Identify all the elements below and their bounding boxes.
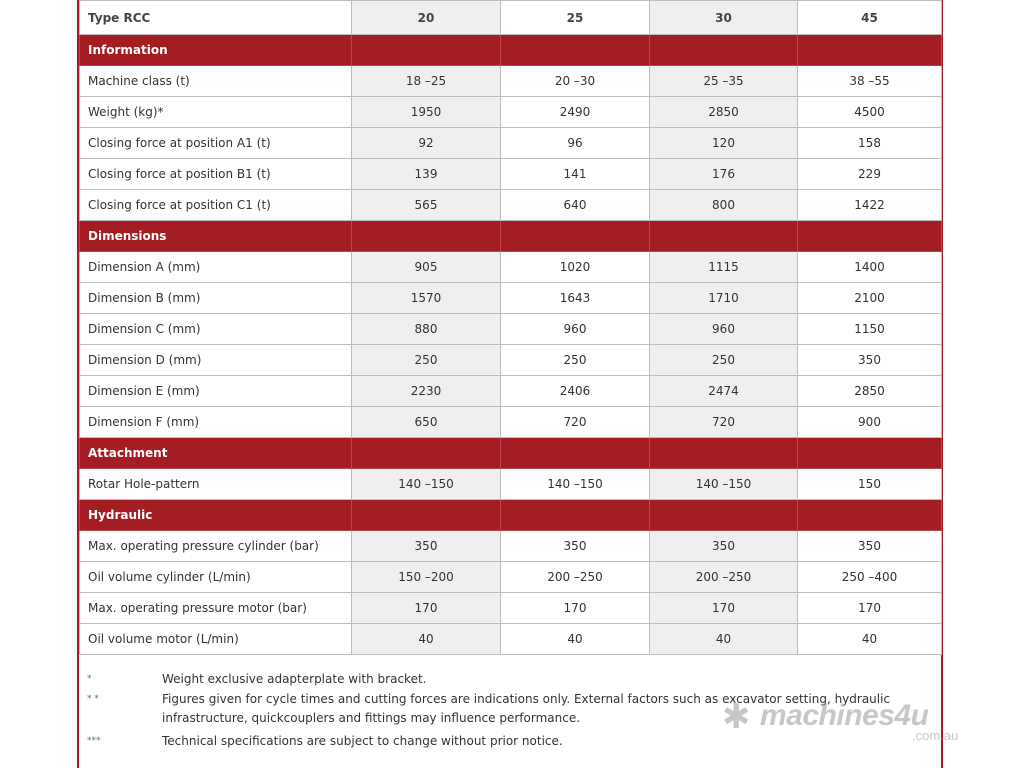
row-label: Oil volume motor (L/min) (80, 624, 352, 655)
section-header-row (80, 438, 942, 469)
table-row (80, 66, 942, 97)
value-cell: 2850 (650, 97, 798, 128)
row-label: Closing force at position B1 (t) (80, 159, 352, 190)
section-title: Hydraulic (80, 500, 352, 531)
row-label: Dimension D (mm) (80, 345, 352, 376)
value-cell: 139 (352, 159, 501, 190)
value-cell: 960 (650, 314, 798, 345)
value-cell: 880 (352, 314, 501, 345)
value-cell: 141 (501, 159, 650, 190)
value-cell: 2100 (798, 283, 942, 314)
table-row (80, 314, 942, 345)
watermark-brand: machines4u (760, 699, 929, 732)
value-cell: 250 (650, 345, 798, 376)
value-cell: 1150 (798, 314, 942, 345)
value-cell: 140 –150 (501, 469, 650, 500)
value-cell: 350 (352, 531, 501, 562)
value-cell: 250 (501, 345, 650, 376)
row-label: Dimension B (mm) (80, 283, 352, 314)
value-cell: 250 (352, 345, 501, 376)
value-cell: 170 (650, 593, 798, 624)
value-cell: 960 (501, 314, 650, 345)
value-cell: 170 (352, 593, 501, 624)
section-filler-cell (650, 35, 798, 66)
row-label: Oil volume cylinder (L/min) (80, 562, 352, 593)
row-label: Dimension C (mm) (80, 314, 352, 345)
value-cell: 229 (798, 159, 942, 190)
section-filler-cell (501, 35, 650, 66)
value-cell: 2850 (798, 376, 942, 407)
row-label: Max. operating pressure motor (bar) (80, 593, 352, 624)
section-filler-cell (650, 500, 798, 531)
value-cell: 350 (798, 531, 942, 562)
value-cell: 1020 (501, 252, 650, 283)
row-label: Dimension A (mm) (80, 252, 352, 283)
value-cell: 4500 (798, 97, 942, 128)
table-row (80, 190, 942, 221)
table-row (80, 283, 942, 314)
snowflake-logo-icon: ✱ (722, 697, 751, 737)
value-cell: 40 (352, 624, 501, 655)
header-model-cell: 25 (501, 1, 650, 35)
section-filler-cell (352, 35, 501, 66)
section-header-row (80, 500, 942, 531)
value-cell: 640 (501, 190, 650, 221)
value-cell: 1422 (798, 190, 942, 221)
value-cell: 1400 (798, 252, 942, 283)
value-cell: 200 –250 (650, 562, 798, 593)
table-row (80, 531, 942, 562)
value-cell: 2230 (352, 376, 501, 407)
value-cell: 1643 (501, 283, 650, 314)
table-row (80, 562, 942, 593)
header-type-label: Type RCC (80, 1, 352, 35)
value-cell: 92 (352, 128, 501, 159)
header-model-cell: 45 (798, 1, 942, 35)
table-row (80, 345, 942, 376)
value-cell: 176 (650, 159, 798, 190)
section-filler-cell (798, 500, 942, 531)
value-cell: 200 –250 (501, 562, 650, 593)
section-filler-cell (650, 221, 798, 252)
value-cell: 900 (798, 407, 942, 438)
section-filler-cell (798, 438, 942, 469)
value-cell: 140 –150 (650, 469, 798, 500)
table-row (80, 376, 942, 407)
section-filler-cell (352, 438, 501, 469)
section-title: Attachment (80, 438, 352, 469)
value-cell: 40 (798, 624, 942, 655)
value-cell: 250 –400 (798, 562, 942, 593)
row-label: Weight (kg)* (80, 97, 352, 128)
value-cell: 720 (650, 407, 798, 438)
value-cell: 905 (352, 252, 501, 283)
table-row (80, 469, 942, 500)
section-filler-cell (501, 500, 650, 531)
value-cell: 140 –150 (352, 469, 501, 500)
section-title: Information (80, 35, 352, 66)
value-cell: 150 –200 (352, 562, 501, 593)
row-label: Machine class (t) (80, 66, 352, 97)
value-cell: 2406 (501, 376, 650, 407)
table-row (80, 159, 942, 190)
value-cell: 350 (501, 531, 650, 562)
row-label: Max. operating pressure cylinder (bar) (80, 531, 352, 562)
row-label: Closing force at position A1 (t) (80, 128, 352, 159)
section-filler-cell (501, 221, 650, 252)
header-model-cell: 20 (352, 1, 501, 35)
value-cell: 96 (501, 128, 650, 159)
value-cell: 1115 (650, 252, 798, 283)
value-cell: 38 –55 (798, 66, 942, 97)
value-cell: 150 (798, 469, 942, 500)
section-filler-cell (798, 35, 942, 66)
table-header-row (80, 1, 942, 35)
footnote-text: Figures given for cycle times and cutting forces are indications only. External factors such as excavator setting, hydraulic infrastructure, quickcouplers and fittings may influence performance. (162, 692, 891, 725)
footnote-mark: *** (87, 736, 101, 746)
value-cell: 1950 (352, 97, 501, 128)
footnote-mark: * * (87, 694, 99, 704)
value-cell: 720 (501, 407, 650, 438)
value-cell: 1710 (650, 283, 798, 314)
footnote-text: Weight exclusive adapterplate with bracket. (162, 672, 427, 686)
row-label: Dimension E (mm) (80, 376, 352, 407)
value-cell: 40 (501, 624, 650, 655)
spec-sheet (77, 0, 943, 768)
value-cell: 2490 (501, 97, 650, 128)
row-label: Closing force at position C1 (t) (80, 190, 352, 221)
section-header-row (80, 35, 942, 66)
machines4u-watermark (722, 697, 992, 747)
value-cell: 170 (501, 593, 650, 624)
value-cell: 25 –35 (650, 66, 798, 97)
value-cell: 2474 (650, 376, 798, 407)
section-filler-cell (352, 221, 501, 252)
value-cell: 170 (798, 593, 942, 624)
watermark-domain: .com.au (912, 728, 959, 743)
row-label: Rotar Hole-pattern (80, 469, 352, 500)
value-cell: 18 –25 (352, 66, 501, 97)
section-header-row (80, 221, 942, 252)
table-row (80, 252, 942, 283)
table-row (80, 624, 942, 655)
header-model-cell: 30 (650, 1, 798, 35)
section-title: Dimensions (80, 221, 352, 252)
value-cell: 800 (650, 190, 798, 221)
value-cell: 158 (798, 128, 942, 159)
value-cell: 650 (352, 407, 501, 438)
section-filler-cell (798, 221, 942, 252)
table-row (80, 593, 942, 624)
row-label: Dimension F (mm) (80, 407, 352, 438)
section-filler-cell (501, 438, 650, 469)
section-filler-cell (650, 438, 798, 469)
value-cell: 120 (650, 128, 798, 159)
table-row (80, 97, 942, 128)
table-row (80, 407, 942, 438)
section-filler-cell (352, 500, 501, 531)
value-cell: 350 (650, 531, 798, 562)
value-cell: 1570 (352, 283, 501, 314)
value-cell: 40 (650, 624, 798, 655)
value-cell: 565 (352, 190, 501, 221)
footnote-text: Technical specifications are subject to change without prior notice. (162, 734, 563, 748)
footnote (79, 668, 941, 690)
table-row (80, 128, 942, 159)
value-cell: 20 –30 (501, 66, 650, 97)
value-cell: 350 (798, 345, 942, 376)
specification-table (79, 0, 942, 655)
footnote-mark: * (87, 674, 92, 684)
